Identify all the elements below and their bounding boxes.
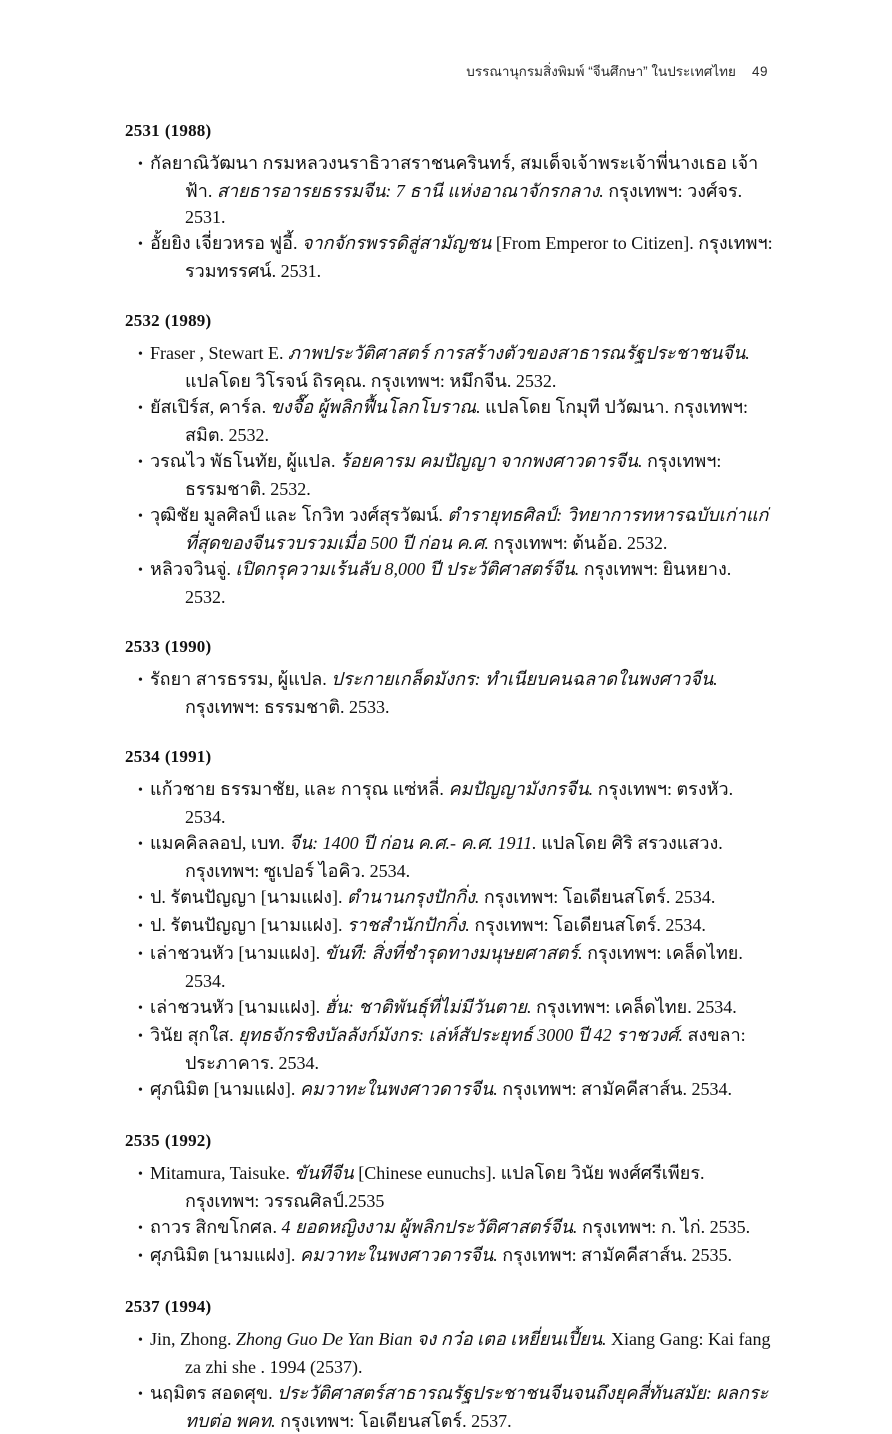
bibliography-entry — [125, 1160, 773, 1214]
entry-publication: [Chinese eunuchs]. แปลโดย วินัย พงศ์ศรีเพียร. กรุงเทพฯ: วรรณศิลป์.2535 — [185, 1163, 705, 1211]
entry-authors: วรณไว พัธโนทัย, ผู้แปล. — [150, 451, 340, 471]
year-section — [125, 1128, 773, 1270]
entry-authors: แก้วชาย ธรรมาชัย, และ การุณ แซ่หลี่. — [150, 779, 449, 799]
entry-title: ขันที: สิ่งที่ชำรุดทางมนุษยศาสตร์. — [324, 943, 583, 963]
bibliography-entry — [125, 502, 773, 556]
entry-list — [125, 340, 773, 610]
entry-text — [150, 833, 723, 881]
entry-authors: Mitamura, Taisuke. — [150, 1163, 295, 1183]
bibliography-entry — [125, 230, 773, 284]
bullet-icon: • — [138, 837, 143, 852]
entry-list — [125, 776, 773, 1104]
year-heading — [125, 744, 773, 770]
bibliography-entry — [125, 1380, 773, 1434]
entry-publication: กรุงเทพฯ: ต้นอ้อ. 2532. — [488, 533, 668, 553]
bibliography-entry — [125, 912, 773, 940]
bibliography-entry — [125, 940, 773, 994]
year-be: 2534 — [125, 747, 160, 766]
year-section — [125, 1294, 773, 1434]
entry-authors: ยัสเปิร์ส, คาร์ล. — [150, 397, 271, 417]
entry-list — [125, 666, 773, 720]
page-header — [0, 62, 768, 82]
entry-text — [150, 1383, 768, 1431]
bullet-icon: • — [138, 673, 143, 688]
entry-title: สายธารอารยธรรมจีน: 7 ธานี แห่งอาณาจักรกลาง. — [216, 181, 604, 201]
entry-text — [150, 233, 773, 281]
entry-authors: Jin, Zhong. — [150, 1329, 237, 1349]
entry-text — [150, 669, 718, 717]
entry-text — [150, 943, 743, 991]
year-be: 2537 — [125, 1297, 160, 1316]
year-ce: (1990) — [164, 637, 212, 656]
entry-text — [150, 887, 715, 907]
entry-title: คมวาทะในพงศาวดารจีน. — [299, 1079, 498, 1099]
entry-title: เปิดกรุความเร้นลับ 8,000 ปี ประวัติศาสตร์จีน. — [235, 559, 580, 579]
bibliography-entry — [125, 340, 773, 394]
bullet-icon: • — [138, 157, 143, 172]
entry-authors: ศุภนิมิต [นามแฝง]. — [150, 1079, 300, 1099]
bullet-icon: • — [138, 509, 143, 524]
entry-text — [150, 505, 768, 553]
running-title: บรรณานุกรมสิ่งพิมพ์ “จีนศึกษา” ในประเทศไทย — [466, 64, 736, 79]
entry-title: Zhong Guo De Yan Bian จง กว๋อ เตอ เหยี่ยนเปี้ยน. — [236, 1329, 607, 1349]
bullet-icon: • — [138, 1249, 143, 1264]
bibliography-entry — [125, 394, 773, 448]
entry-list — [125, 1160, 773, 1270]
entry-authors: อั้ยยิง เจี่ยวหรอ ฟูอี้. — [150, 233, 302, 253]
bibliography-entry — [125, 994, 773, 1022]
entry-publication: กรุงเทพฯ: เคล็ดไทย. 2534. — [185, 943, 743, 991]
entry-authors: เล่าชวนหัว [นามแฝง]. — [150, 997, 325, 1017]
entry-list — [125, 1326, 773, 1434]
entry-authors: แมคคิลลอป, เบท. — [150, 833, 290, 853]
bullet-icon: • — [138, 1029, 143, 1044]
entry-text — [150, 451, 721, 499]
entry-publication: กรุงเทพฯ: ก. ไก่. 2535. — [577, 1217, 751, 1237]
entry-publication: กรุงเทพฯ: ธรรมชาติ. 2533. — [185, 697, 390, 717]
entry-text — [150, 1025, 746, 1073]
bullet-icon: • — [138, 891, 143, 906]
entry-authors: วุฒิชัย มูลศิลป์ และ โกวิท วงศ์สุรวัฒน์. — [150, 505, 448, 525]
entry-text — [150, 997, 737, 1017]
bullet-icon: • — [138, 1001, 143, 1016]
bullet-icon: • — [138, 783, 143, 798]
entry-title: ประวัติศาสตร์สาธารณรัฐประชาชนจีนจนถึงยุคสี่ทันสมัย: ผลกระทบต่อ พคท. — [185, 1383, 769, 1431]
entry-title: ขงจื๊อ ผู้พลิกฟื้นโลกโบราณ. — [270, 397, 481, 417]
bibliography-entry — [125, 150, 773, 230]
year-heading — [125, 118, 773, 144]
bullet-icon: • — [138, 947, 143, 962]
year-heading — [125, 634, 773, 660]
entry-text — [150, 1163, 705, 1211]
entry-title: ตำรายุทธศิลป์: วิทยาการทหารฉบับเก่าแก่ที่สุดของจีนรวบรวมเมื่อ 500 ปี ก่อน ค.ศ. — [185, 505, 769, 553]
entry-publication: กรุงเทพฯ: วงศ์จร. 2531. — [185, 181, 743, 227]
year-heading — [125, 308, 773, 334]
year-section — [125, 308, 773, 610]
entry-authors: วินัย สุกใส. — [150, 1025, 239, 1045]
bullet-icon: • — [138, 347, 143, 362]
entry-title: ประกายเกล็ดมังกร: ทำเนียบคนฉลาดในพงศาวจีน. — [331, 669, 718, 689]
entry-text — [150, 153, 758, 227]
bibliography-entry — [125, 1076, 773, 1104]
entry-title: จีน: 1400 ปี ก่อน ค.ศ.- ค.ศ. 1911. — [289, 833, 537, 853]
year-heading — [125, 1294, 773, 1320]
entry-publication: Xiang Gang: Kai fang za zhi she . 1994 (2537). — [185, 1329, 771, 1377]
entry-publication: กรุงเทพฯ: สามัคคีสาส์น. 2535. — [497, 1245, 732, 1265]
year-ce: (1992) — [164, 1131, 212, 1150]
entry-publication: กรุงเทพฯ: ตรงหัว. 2534. — [185, 779, 734, 827]
year-section — [125, 634, 773, 720]
page-number: 49 — [751, 64, 768, 79]
entry-authors: หลิวจวินจู่. — [150, 559, 236, 579]
entry-list — [125, 150, 773, 284]
entry-title: ร้อยคารม คมปัญญา จากพงศาวดารจีน. — [339, 451, 643, 471]
bullet-icon: • — [138, 1387, 143, 1402]
entry-title: ฮั่น: ชาติพันธุ์ที่ไม่มีวันตาย. — [324, 997, 532, 1017]
year-section — [125, 118, 773, 284]
entry-text — [150, 1217, 750, 1237]
entry-publication: กรุงเทพฯ: โอเดียนสโตร์. 2534. — [479, 887, 716, 907]
entry-text — [150, 397, 748, 445]
entry-title: จากจักรพรรดิสู่สามัญชน — [301, 233, 492, 253]
bullet-icon: • — [138, 455, 143, 470]
year-be: 2532 — [125, 311, 160, 330]
entry-text — [150, 915, 706, 935]
bullet-icon: • — [138, 919, 143, 934]
year-ce: (1988) — [164, 121, 212, 140]
entry-publication: แปลโดย ศิริ สรวงแสวง. กรุงเทพฯ: ซูเปอร์ ไอคิว. 2534. — [185, 833, 723, 881]
bullet-icon: • — [138, 1167, 143, 1182]
entry-authors: ศุภนิมิต [นามแฝง]. — [150, 1245, 300, 1265]
entry-text — [150, 779, 733, 827]
bibliography-content — [125, 118, 773, 1434]
entry-title: คมปัญญามังกรจีน. — [448, 779, 594, 799]
entry-publication: กรุงเทพฯ: ยินหยาง. 2532. — [185, 559, 732, 607]
bibliography-entry — [125, 1242, 773, 1270]
year-ce: (1991) — [164, 747, 212, 766]
bullet-icon: • — [138, 1221, 143, 1236]
entry-title: ราชสำนักปักกิ่ง. — [347, 915, 470, 935]
bibliography-entry — [125, 448, 773, 502]
entry-publication: แปลโดย โกมุที ปวัฒนา. กรุงเทพฯ: สมิต. 2532. — [185, 397, 748, 445]
entry-authors: ป. รัตนปัญญา [นามแฝง]. — [150, 915, 347, 935]
year-ce: (1994) — [164, 1297, 212, 1316]
bullet-icon: • — [138, 1083, 143, 1098]
bullet-icon: • — [138, 401, 143, 416]
entry-title: ตำนานกรุงปักกิ่ง. — [347, 887, 480, 907]
bibliography-entry — [125, 776, 773, 830]
year-ce: (1989) — [164, 311, 212, 330]
bullet-icon: • — [138, 237, 143, 252]
entry-publication: แปลโดย วิโรจน์ ถิรคุณ. กรุงเทพฯ: หมึกจีน. 2532. — [185, 371, 557, 391]
bibliography-entry — [125, 1326, 773, 1380]
entry-publication: กรุงเทพฯ: สามัคคีสาส์น. 2534. — [497, 1079, 732, 1099]
entry-title: ภาพประวัติศาสตร์ การสร้างตัวของสาธารณรัฐประชาชนจีน. — [287, 343, 750, 363]
entry-authors: ถาวร สิกขโกศล. — [150, 1217, 282, 1237]
entry-title: 4 ยอดหญิงงาม ผู้พลิกประวัติศาสตร์จีน. — [281, 1217, 578, 1237]
bullet-icon: • — [138, 1333, 143, 1348]
entry-publication: สงขลา: ประภาคาร. 2534. — [185, 1025, 746, 1073]
entry-title: ขันทีจีน — [294, 1163, 354, 1183]
entry-text — [150, 1329, 770, 1377]
entry-publication: กรุงเทพฯ: เคล็ดไทย. 2534. — [531, 997, 737, 1017]
entry-authors: กัลยาณิวัฒนา กรมหลวงนราธิวาสราชนครินทร์, สมเด็จเจ้าพระเจ้าพี่นางเธอ เจ้าฟ้า. — [150, 153, 759, 201]
bibliography-entry — [125, 1214, 773, 1242]
entry-text — [150, 1079, 732, 1099]
year-be: 2535 — [125, 1131, 160, 1150]
entry-authors: ป. รัตนปัญญา [นามแฝง]. — [150, 887, 347, 907]
entry-authors: เล่าชวนหัว [นามแฝง]. — [150, 943, 325, 963]
entry-publication: กรุงเทพฯ: ธรรมชาติ. 2532. — [185, 451, 722, 499]
bibliography-entry — [125, 884, 773, 912]
bibliography-entry — [125, 1022, 773, 1076]
year-be: 2533 — [125, 637, 160, 656]
entry-publication: [From Emperor to Citizen]. กรุงเทพฯ: รวมทรรศน์. 2531. — [185, 233, 773, 281]
year-be: 2531 — [125, 121, 160, 140]
entry-authors: รัถยา สารธรรม, ผู้แปล. — [150, 669, 332, 689]
entry-publication: กรุงเทพฯ: โอเดียนสโตร์. 2537. — [275, 1411, 512, 1431]
year-heading — [125, 1128, 773, 1154]
bibliography-entry — [125, 830, 773, 884]
bibliography-entry — [125, 666, 773, 720]
entry-text — [150, 343, 750, 391]
entry-title: ยุทธจักรชิงบัลลังก์มังกร: เล่ห์สัประยุทธ์ 3000 ปี 42 ราชวงศ์. — [238, 1025, 683, 1045]
entry-publication: กรุงเทพฯ: โอเดียนสโตร์. 2534. — [469, 915, 706, 935]
bullet-icon: • — [138, 563, 143, 578]
entry-authors: นฤมิตร สอดศุข. — [150, 1383, 278, 1403]
year-section — [125, 744, 773, 1104]
entry-title: คมวาทะในพงศาวดารจีน. — [299, 1245, 498, 1265]
entry-text — [150, 1245, 732, 1265]
bibliography-entry — [125, 556, 773, 610]
entry-authors: Fraser , Stewart E. — [150, 343, 288, 363]
entry-text — [150, 559, 731, 607]
